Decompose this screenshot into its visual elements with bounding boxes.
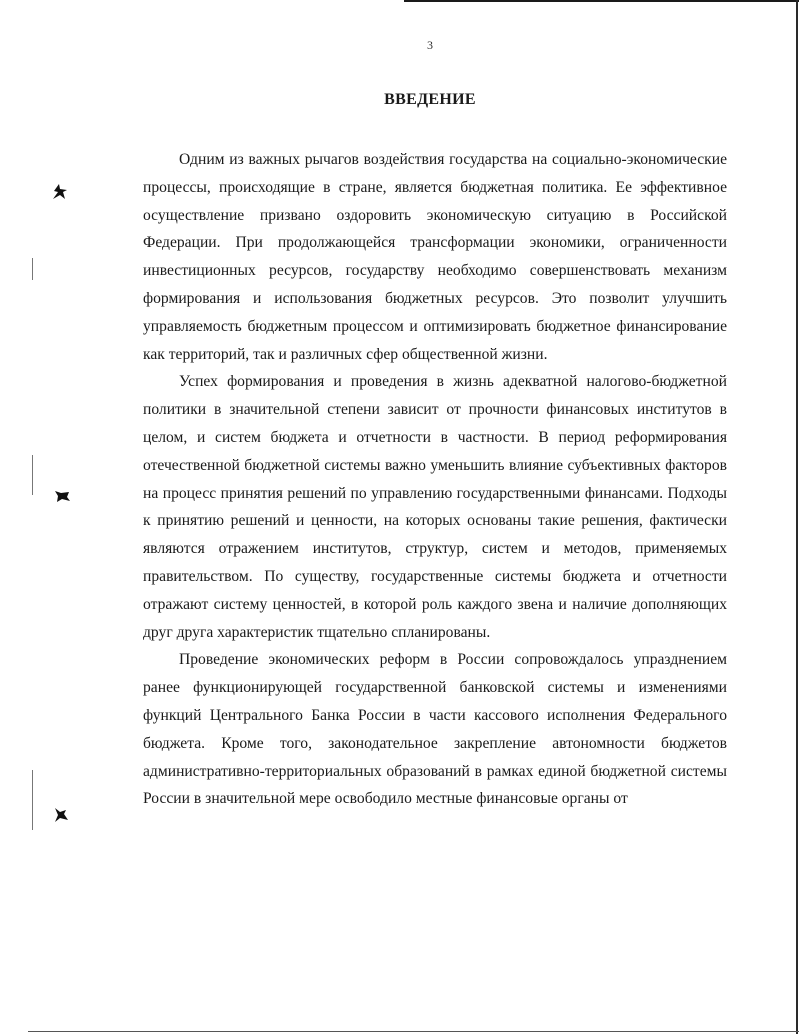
scan-edge-left — [32, 258, 33, 280]
paragraph-3: Проведение экономических реформ в России сопровождалось упразднением ранее функционирующей государственной банковской системы и изменениями функций Центрального Банка России в части кассового исполнения Федерального бюджета. Кроме того, законодательное закрепление автономности бюджетов административно-территориальных образований в рамках единой бюджетной системы России в значительной мере освободило местные финансовые органы от — [143, 651, 727, 808]
scan-edge-bottom — [28, 1031, 799, 1032]
paragraph-2: Успех формирования и проведения в жизнь адекватной налогово-бюджетной политики в значительной степени зависит от прочности финансовых институтов в целом, и систем бюджета и отчетности в частности. В период реформирования отечественной бюджетной системы важно уменьшить влияние субъективных факторов на процесс принятия решений по управлению государственными финансами. Подходы к принятию решений и ценности, на которых основаны такие решения, фактически являются отражением институтов, структур, систем и методов, применяемых правительством. По существу, государственные системы бюджета и отчетности отражают систему ценностей, в которой роль каждого звена и наличие дополняющих друг друга характеристик тщательно спланированы. — [143, 373, 727, 641]
document-body — [143, 146, 727, 813]
scan-edge-right — [796, 0, 798, 1034]
scan-edge-left — [32, 770, 33, 830]
page-title: ВВЕДЕНИЕ — [384, 91, 476, 108]
paragraph-1: Одним из важных рычагов воздействия государства на социально-экономические процессы, происходящие в стране, является бюджетная политика. Ее эффективное осуществление призвано оздоровить экономическую ситуацию в Российской Федерации. При продолжающейся трансформации экономики, ограниченности инвестиционных ресурсов, государству необходимо совершенствовать механизм формирования и использования бюджетных ресурсов. Это позволит улучшить управляемость бюджетным процессом и оптимизировать бюджетное финансирование как территорий, так и различных сфер общественной жизни. — [143, 151, 727, 363]
page-number: 3 — [427, 38, 433, 52]
binder-hole-mark-1 — [50, 183, 68, 201]
scan-edge-left — [32, 455, 33, 495]
binder-hole-mark-2 — [53, 487, 71, 505]
binder-hole-mark-3 — [52, 806, 70, 824]
scan-edge-top — [404, 0, 799, 2]
